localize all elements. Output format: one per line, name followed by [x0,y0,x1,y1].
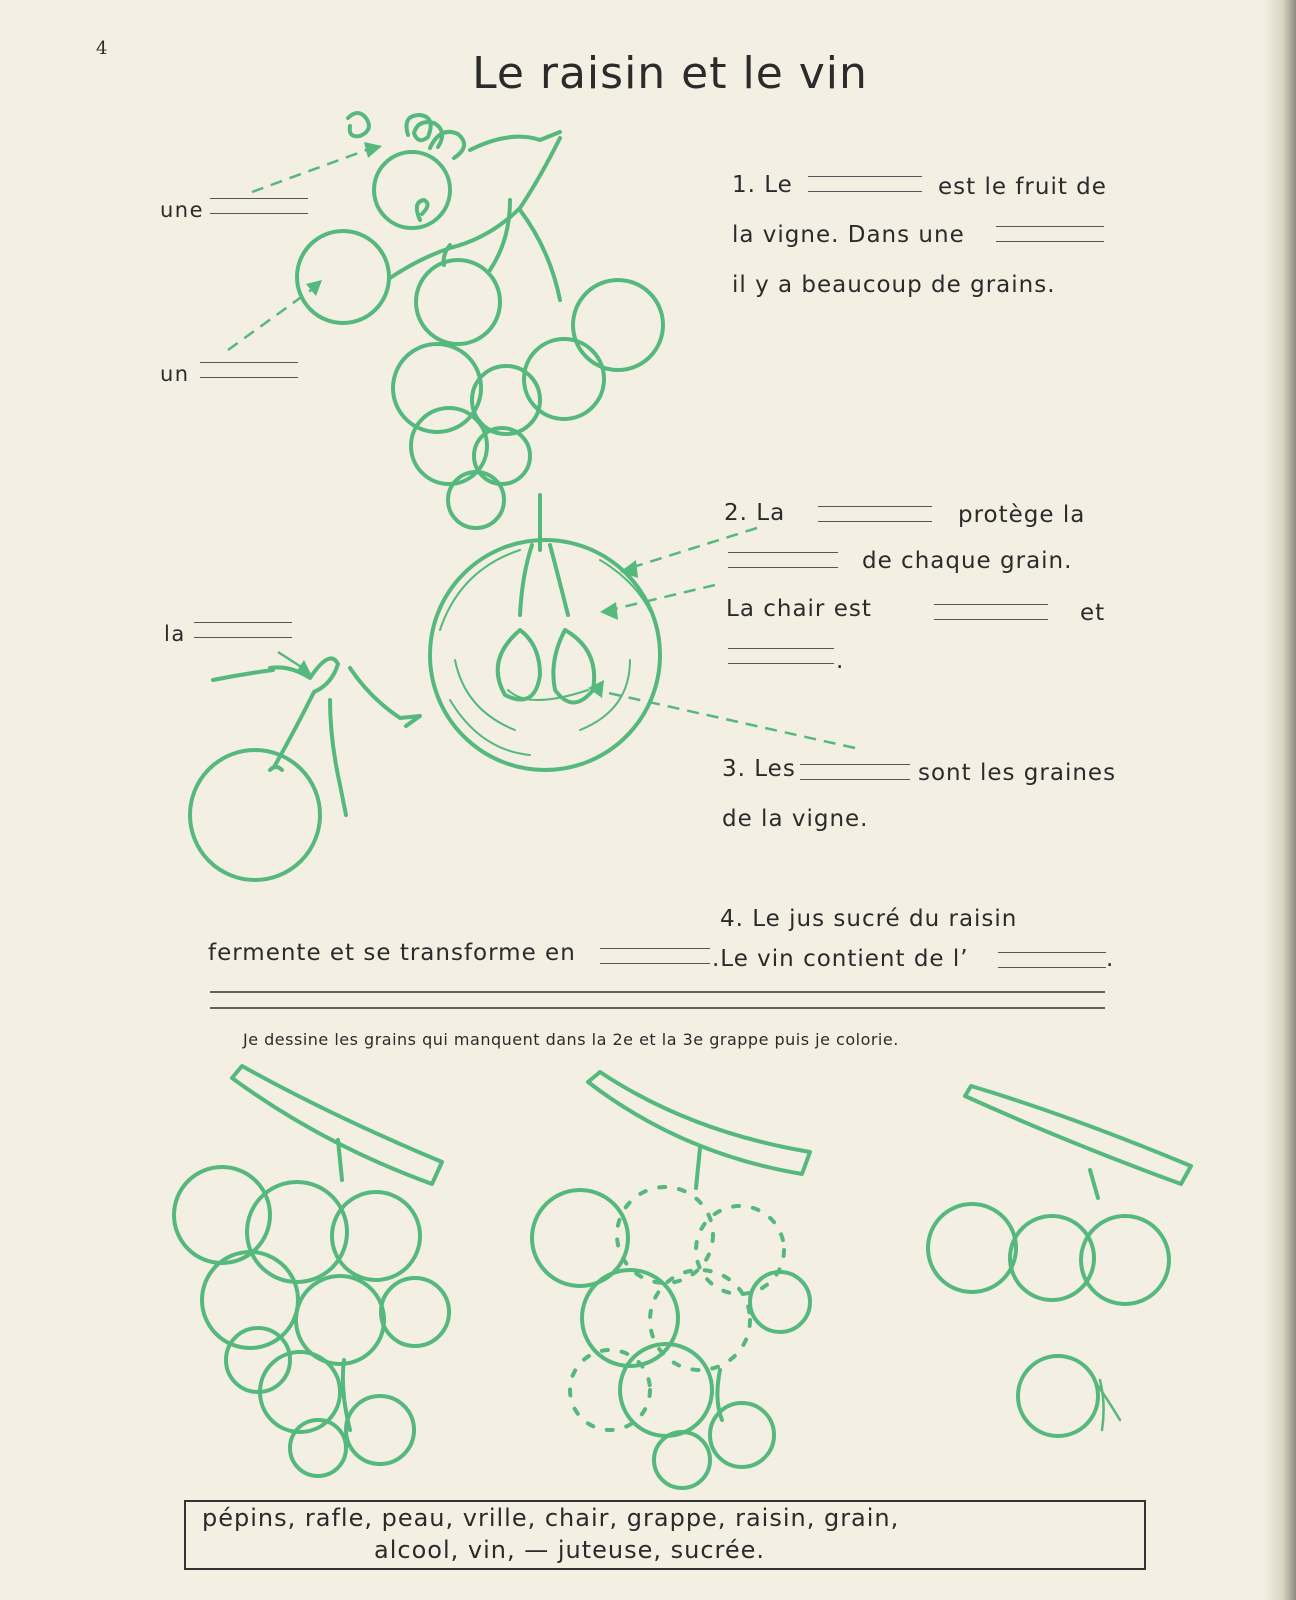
q2-blank-4[interactable] [728,648,834,664]
q2-blank-1[interactable] [818,506,932,522]
word-bank-box [184,1500,1146,1570]
answer-blank-une[interactable] [210,198,308,214]
grape-cross-section [430,495,660,770]
q1-part-a: 1. Le [732,172,793,198]
label-un: un [160,362,190,386]
bottom-grape-bunch-partial [532,1072,810,1488]
q4-part-b: fermente et se transforme en [208,940,576,966]
q2-blank-3[interactable] [934,604,1048,620]
q4-part-d: . [1106,946,1115,972]
bottom-grape-bunch-full [174,1066,449,1476]
q1-part-c: la vigne. Dans une [732,222,965,248]
word-bank-line-2: alcool, vin, — juteuse, sucrée. [374,1536,766,1564]
page-title: Le raisin et le vin [472,48,868,99]
q2-part-f: . [836,648,845,674]
q4-part-c: .Le vin contient de l’ [712,946,969,972]
q1-blank-1[interactable] [808,176,922,192]
label-la: la [164,622,186,646]
q2-part-c: de chaque grain. [862,548,1073,574]
q2-part-d: La chair est [726,596,872,622]
word-bank-line-1: pépins, rafle, peau, vrille, chair, grappe, raisin, grain, [202,1504,900,1532]
label-une: une [160,198,205,222]
arrow-heads [306,142,638,698]
single-grape-on-stalk [190,658,420,880]
q4-part-a: 4. Le jus sucré du raisin [720,906,1018,932]
bottom-grape-bunch-minimal [928,1086,1191,1436]
q3-part-a: 3. Les [722,756,796,782]
top-grape-bunch [297,113,663,528]
q1-part-b: est le fruit de [938,174,1107,200]
answer-blank-un[interactable] [200,362,298,378]
q1-blank-2[interactable] [996,226,1104,242]
q1-part-d: il y a beaucoup de grains. [732,272,1056,298]
q2-part-a: 2. La [724,500,786,526]
page-number: 4 [96,38,108,59]
q3-blank-1[interactable] [800,764,910,780]
q2-part-b: protège la [958,502,1086,528]
q2-part-e: et [1080,600,1106,626]
separator-lines [210,992,1105,1008]
drawing-instruction: Je dessine les grains qui manquent dans la 2e et la 3e grappe puis je colorie. [243,1030,899,1049]
q4-blank-1[interactable] [600,948,710,964]
q3-part-c: de la vigne. [722,806,869,832]
answer-blank-la[interactable] [194,622,292,638]
q2-blank-2[interactable] [728,552,838,568]
q4-blank-2[interactable] [998,952,1106,968]
q3-part-b: sont les graines [918,760,1117,786]
